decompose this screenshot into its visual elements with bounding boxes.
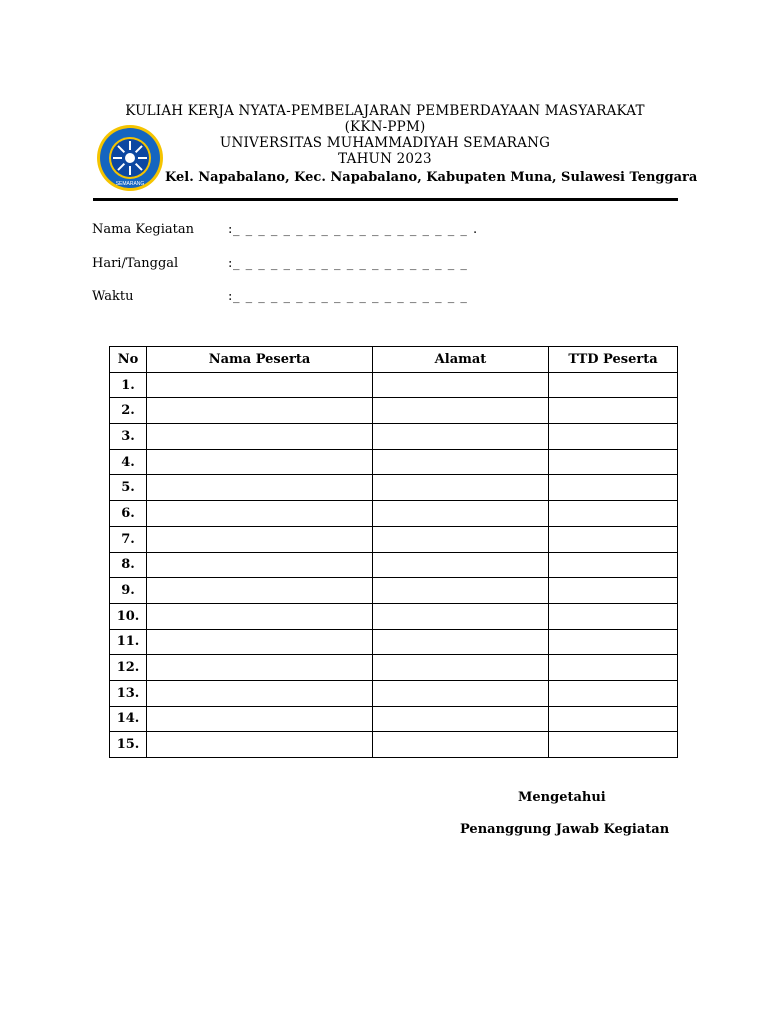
cell-ttd[interactable]	[549, 680, 678, 706]
row-number: 10.	[110, 603, 147, 629]
cell-ttd[interactable]	[549, 501, 678, 527]
cell-nama[interactable]	[147, 732, 373, 758]
cell-alamat[interactable]	[373, 552, 549, 578]
field-colon: :	[228, 289, 233, 304]
row-number: 8.	[110, 552, 147, 578]
row-number: 1.	[110, 372, 147, 398]
attendance-table	[109, 346, 678, 758]
cell-ttd[interactable]	[549, 706, 678, 732]
cell-alamat[interactable]	[373, 501, 549, 527]
cell-alamat[interactable]	[373, 732, 549, 758]
signature-mengetahui: Mengetahui	[518, 790, 606, 805]
cell-nama[interactable]	[147, 398, 373, 424]
table-row	[110, 578, 678, 604]
cell-ttd[interactable]	[549, 398, 678, 424]
cell-ttd[interactable]	[549, 629, 678, 655]
cell-nama[interactable]	[147, 449, 373, 475]
cell-ttd[interactable]	[549, 552, 678, 578]
header-alamat: Alamat	[373, 347, 549, 373]
table-row	[110, 526, 678, 552]
row-number: 6.	[110, 501, 147, 527]
row-number: 4.	[110, 449, 147, 475]
cell-nama[interactable]	[147, 629, 373, 655]
field-colon: :	[228, 222, 233, 237]
cell-alamat[interactable]	[373, 372, 549, 398]
cell-alamat[interactable]	[373, 706, 549, 732]
header-university: UNIVERSITAS MUHAMMADIYAH SEMARANG	[219, 135, 551, 151]
cell-alamat[interactable]	[373, 449, 549, 475]
table-row	[110, 475, 678, 501]
logo-text: SEMARANG	[115, 181, 145, 187]
table-row	[110, 424, 678, 450]
cell-alamat[interactable]	[373, 680, 549, 706]
cell-alamat[interactable]	[373, 578, 549, 604]
cell-ttd[interactable]	[549, 578, 678, 604]
cell-ttd[interactable]	[549, 732, 678, 758]
cell-nama[interactable]	[147, 603, 373, 629]
cell-alamat[interactable]	[373, 603, 549, 629]
table-row	[110, 372, 678, 398]
table-row	[110, 732, 678, 758]
cell-nama[interactable]	[147, 578, 373, 604]
header-address: Kel. Napabalano, Kec. Napabalano, Kabupaten Muna, Sulawesi Tenggara	[165, 170, 698, 185]
cell-alamat[interactable]	[373, 629, 549, 655]
row-number: 9.	[110, 578, 147, 604]
table-row	[110, 501, 678, 527]
field-blank[interactable]: _ _ _ _ _ _ _ _ _ _ _ _ _ _ _ _ _ _ _	[233, 256, 468, 271]
cell-ttd[interactable]	[549, 603, 678, 629]
header-program-code: (KKN-PPM)	[344, 119, 426, 135]
cell-nama[interactable]	[147, 655, 373, 681]
row-number: 14.	[110, 706, 147, 732]
field-label: Nama Kegiatan	[92, 222, 194, 237]
field-label: Waktu	[92, 289, 134, 304]
table-header-row	[110, 347, 678, 373]
table-row	[110, 398, 678, 424]
row-number: 12.	[110, 655, 147, 681]
field-colon: :	[228, 256, 233, 271]
table-row	[110, 552, 678, 578]
table-row	[110, 629, 678, 655]
header-year: TAHUN 2023	[338, 151, 432, 167]
cell-alamat[interactable]	[373, 655, 549, 681]
row-number: 5.	[110, 475, 147, 501]
cell-ttd[interactable]	[549, 655, 678, 681]
table-row	[110, 706, 678, 732]
header-program-title: KULIAH KERJA NYATA-PEMBELAJARAN PEMBERDAYAAN MASYARAKAT	[125, 103, 645, 119]
header-ttd-peserta: TTD Peserta	[549, 347, 678, 373]
row-number: 7.	[110, 526, 147, 552]
table-row	[110, 449, 678, 475]
row-number: 15.	[110, 732, 147, 758]
cell-nama[interactable]	[147, 424, 373, 450]
cell-alamat[interactable]	[373, 424, 549, 450]
table-row	[110, 603, 678, 629]
header-no: No	[110, 347, 147, 373]
field-blank[interactable]: _ _ _ _ _ _ _ _ _ _ _ _ _ _ _ _ _ _ _ .	[233, 222, 479, 237]
cell-nama[interactable]	[147, 372, 373, 398]
header-divider	[93, 198, 678, 201]
cell-nama[interactable]	[147, 475, 373, 501]
cell-nama[interactable]	[147, 501, 373, 527]
row-number: 11.	[110, 629, 147, 655]
cell-nama[interactable]	[147, 552, 373, 578]
table-row	[110, 655, 678, 681]
table-row	[110, 680, 678, 706]
cell-alamat[interactable]	[373, 526, 549, 552]
document-header	[90, 103, 680, 167]
cell-ttd[interactable]	[549, 449, 678, 475]
row-number: 2.	[110, 398, 147, 424]
field-blank[interactable]: _ _ _ _ _ _ _ _ _ _ _ _ _ _ _ _ _ _ _	[233, 289, 468, 304]
cell-ttd[interactable]	[549, 526, 678, 552]
cell-alamat[interactable]	[373, 398, 549, 424]
cell-nama[interactable]	[147, 706, 373, 732]
row-number: 13.	[110, 680, 147, 706]
signature-penanggung-jawab: Penanggung Jawab Kegiatan	[460, 822, 670, 837]
cell-nama[interactable]	[147, 680, 373, 706]
cell-ttd[interactable]	[549, 475, 678, 501]
cell-nama[interactable]	[147, 526, 373, 552]
row-number: 3.	[110, 424, 147, 450]
cell-ttd[interactable]	[549, 372, 678, 398]
field-label: Hari/Tanggal	[92, 256, 179, 271]
cell-ttd[interactable]	[549, 424, 678, 450]
header-nama-peserta: Nama Peserta	[147, 347, 373, 373]
cell-alamat[interactable]	[373, 475, 549, 501]
